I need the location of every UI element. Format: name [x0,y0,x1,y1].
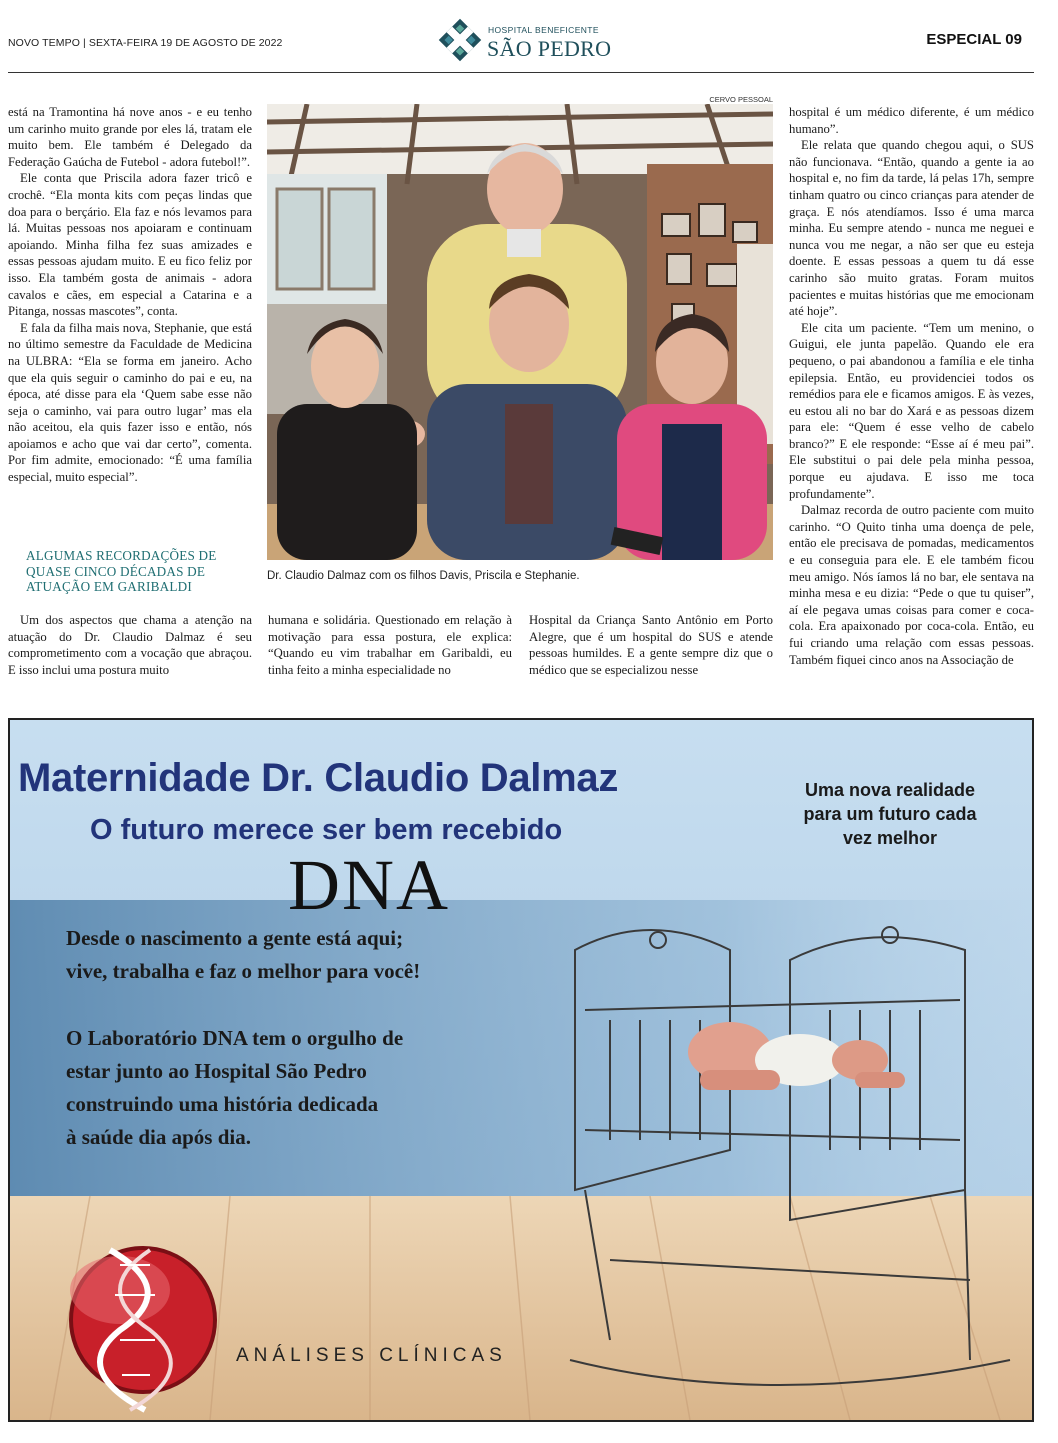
paragraph: E fala da filha mais nova, Stephanie, que está no último semestre da Faculdade de Medicina na ULBRA: “Ela se forma em janeiro. Acho que ela quis seguir o caminho do pai e eu, na época, até disse para ela ‘Quem sabe esse não seja o caminho, vai para outro lugar’ mas ela não aceitou, ela quis fazer isso e então, nós apoiamos e acho que vai dar certo”, comenta. Por fim admite, emocionado: “É uma família especial, muito especial”. [8,320,252,485]
page-header [0,0,1058,74]
ad-line: construindo uma história dedicada [66,1092,379,1116]
article-column-4 [789,104,1034,668]
paragraph: Ele cita um paciente. “Tem um menino, o Guigui, ele junta papelão. Quando ele era pequeno, o pai abandonou a família e ele tinha epilepsia. Então, eu providenciei todos os remédios para ele e ficamos amigos. E às vezes, eu estou ali no bar do Xará e as pessoas dizem para ele: “Quem é esse velho de cabelo branco?” E ele responde: “Esse aí é meu pai”. Ele substitui o pai dele pela minha pessoa, porque eu ajudava. E isso me toca profundamente”. [789,320,1034,501]
family-photo [267,104,773,560]
article-subhead: ALGUMAS RECORDAÇÕES DE QUASE CINCO DÉCADAS DE ATUAÇÃO EM GARIBALDI [26,548,217,594]
paragraph: Um dos aspectos que chama a atenção na atuação do Dr. Claudio Dalmaz é seu comprometimento com a vocação que abraçou. E isso inclui uma postura muito [8,613,252,677]
article-column-1 [8,104,252,486]
hospital-cross-icon [438,18,482,62]
ad-side-line: para um futuro cada [803,804,977,824]
advertisement [8,718,1034,1422]
ad-line: estar junto ao Hospital São Pedro [66,1059,367,1083]
photo-caption: Dr. Claudio Dalmaz com os filhos Davis, Priscila e Stephanie. [267,570,580,582]
ad-subtitle: O futuro merece ser bem recebido [90,814,563,846]
article-column-3-lower [529,612,773,678]
ad-paragraph-2 [66,1022,403,1154]
paragraph: está na Tramontina há nove anos - e eu tenho um carinho muito grande por eles lá, tratam ele muito bem. Ele também é Delegado da Federação Gaúcha de Futebol - adora futebol!”. [8,105,252,169]
photo-credit: CERVO PESSOAL [709,95,773,104]
ad-paragraph-1 [66,922,420,988]
brand-name: DNA [288,845,450,925]
paragraph: Ele conta que Priscila adora fazer tricô e crochê. “Ela monta kits com peças lindas que doa para o berçário. Ela faz e nós levamos para lá. Muitas pessoas nos apoiaram e continuam apoiando. Minha filha fez suas amizades e essas pessoas ajudam muito. E eu fico feliz por isso. Ela também gosta de animais - adora cavalos e cães, em especial a Catarina e a Pitanga, nossas mascotes”, conta. [8,171,252,319]
article-column-1-lower [8,612,252,678]
section-label: ESPECIAL 09 [926,31,1022,48]
ad-title: Maternidade Dr. Claudio Dalmaz [18,756,619,800]
header-divider [8,72,1034,73]
ad-line: Desde o nascimento a gente está aqui; [66,926,404,950]
ad-side-text [770,778,1010,850]
paragraph: humana e solidária. Questionado em relação à motivação para essa postura, ele explica: “Quando eu vim trabalhar em Garibaldi, eu tinha feito a minha especialidade no [268,613,512,677]
edition-info: NOVO TEMPO | SEXTA-FEIRA 19 DE AGOSTO DE 2022 [8,37,283,49]
article-column-2-lower [268,612,512,678]
paragraph: Dalmaz recorda de outro paciente com muito carinho. “O Quito tinha uma doença de pele, então ele precisava de pomadas, medicamentos e eu conseguia para ele. E ele também ficou meu amigo. Nós íamos lá no bar, ele sentava na minha mesa e eu dizia: “Pede o que tu quiser”, aí ele pegava umas coisas para comer e coca-cola. Era apaixonado por coca-cola. Então, eu fui criando uma relação com essas pessoas. Também fiquei cinco anos na Associação de [789,503,1034,667]
paragraph: Ele relata que quando chegou aqui, o SUS não funcionava. “Então, quando a gente ia ao hospital e, no fim da tarde, lá pelas 17h, sempre tinham quatro ou cinco crianças para atender de graça. E nós atendíamos. Isso é uma marca minha. Eu sempre atendo - nunca me neguei e nunca vou me negar, a não ser que eu esteja doente. E essas pessoas a quem tu dá esse carinho são muito gratas. Foram muitos pacientes e muitas histórias que me emocionam até hoje”. [789,138,1034,319]
ad-side-line: Uma nova realidade [804,780,976,800]
paragraph: Hospital da Criança Santo Antônio em Porto Alegre, que é um hospital do SUS e atende pessoas humildes. E a gente sempre diz que o médico que se especializou nesse [529,613,773,677]
hospital-logo [438,18,618,64]
family-photo-illustration [267,104,773,560]
logo-tagline: HOSPITAL BENEFICENTE [488,25,599,35]
ad-line: vive, trabalha e faz o melhor para você! [66,959,421,983]
ad-line: à saúde dia após dia. [66,1125,251,1149]
ad-line: O Laboratório DNA tem o orgulho de [66,1026,404,1050]
logo-name: SÃO PEDRO [487,36,612,61]
ad-side-line: vez melhor [842,828,938,848]
brand-subtitle: ANÁLISES CLÍNICAS [236,1345,507,1366]
paragraph: hospital é um médico diferente, é um médico humano”. [789,105,1034,136]
